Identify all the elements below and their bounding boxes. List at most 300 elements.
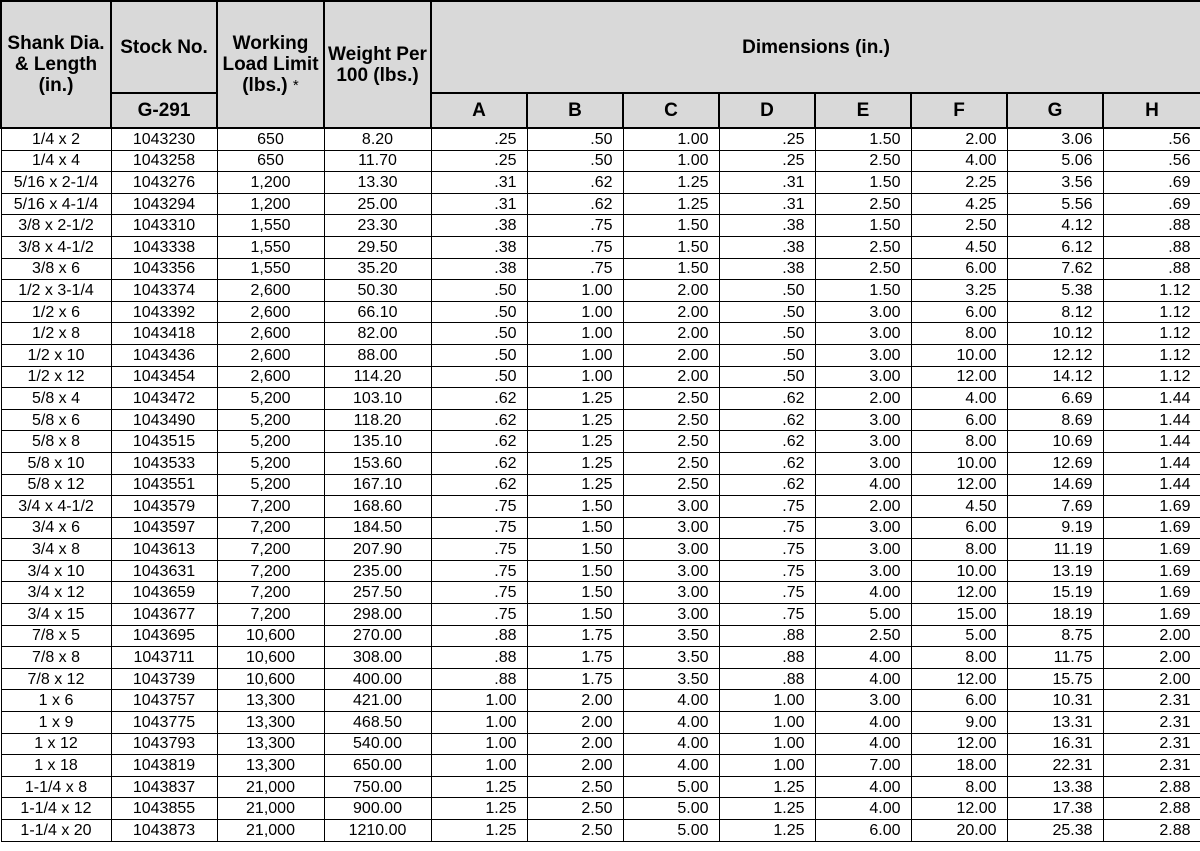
cell-value: 1.50	[581, 497, 613, 515]
cell-value: 1.00	[677, 130, 709, 148]
cell-dim-f	[911, 409, 1007, 431]
cell-dim-g	[1007, 258, 1103, 280]
cell-value: 1.69	[1159, 584, 1191, 602]
cell-value: 8.12	[1061, 303, 1093, 321]
cell-dim-d	[719, 733, 815, 755]
cell-value: .88	[1168, 238, 1191, 256]
cell-value: 2.25	[965, 173, 997, 191]
cell-value: .50	[782, 325, 805, 343]
cell-wll: 1,550	[217, 236, 324, 258]
cell-dim-e	[815, 150, 911, 172]
cell-value: 13.38	[1052, 778, 1093, 796]
cell-value: 20.00	[956, 821, 997, 839]
cell-dim-a	[431, 712, 527, 734]
cell-shank: 5/16 x 2-1/4	[1, 172, 111, 194]
cell-dim-g	[1007, 604, 1103, 626]
cell-dim-h	[1103, 193, 1200, 215]
cell-wll: 7,200	[217, 582, 324, 604]
cell-value: 8.00	[965, 778, 997, 796]
cell-dim-d	[719, 755, 815, 777]
cell-value: .62	[494, 433, 517, 451]
cell-value: 2.00	[677, 325, 709, 343]
cell-shank: 1/2 x 6	[1, 301, 111, 323]
cell-stock: 1043533	[111, 452, 217, 474]
cell-wll: 5,200	[217, 431, 324, 453]
cell-dim-f	[911, 647, 1007, 669]
cell-dim-h	[1103, 560, 1200, 582]
cell-weight: 103.10	[324, 388, 431, 410]
cell-dim-c	[623, 798, 719, 820]
cell-dim-d	[719, 539, 815, 561]
cell-value: 1.25	[677, 195, 709, 213]
cell-value: 6.00	[965, 519, 997, 537]
cell-value: 14.12	[1052, 368, 1093, 386]
cell-shank: 3/8 x 2-1/2	[1, 215, 111, 237]
cell-dim-e	[815, 258, 911, 280]
cell-stock: 1043392	[111, 301, 217, 323]
table-row	[1, 625, 1200, 647]
cell-dim-b	[527, 280, 623, 302]
cell-value: 3.00	[677, 497, 709, 515]
cell-dim-f	[911, 690, 1007, 712]
cell-value: 3.00	[869, 692, 901, 710]
cell-shank: 3/8 x 6	[1, 258, 111, 280]
cell-shank: 1-1/4 x 8	[1, 776, 111, 798]
cell-value: 4.00	[869, 713, 901, 731]
cell-dim-d	[719, 560, 815, 582]
cell-weight: 750.00	[324, 776, 431, 798]
table-row	[1, 323, 1200, 345]
cell-value: 1.00	[485, 757, 517, 775]
cell-dim-h	[1103, 236, 1200, 258]
cell-shank: 3/8 x 4-1/2	[1, 236, 111, 258]
cell-value: 1.25	[773, 800, 805, 818]
cell-value: 14.69	[1052, 476, 1093, 494]
cell-value: 1.75	[581, 649, 613, 667]
table-row	[1, 236, 1200, 258]
cell-value: 7.69	[1061, 497, 1093, 515]
cell-value: 2.50	[677, 411, 709, 429]
table-row	[1, 344, 1200, 366]
cell-weight: 308.00	[324, 647, 431, 669]
cell-dim-h	[1103, 301, 1200, 323]
cell-dim-a	[431, 539, 527, 561]
cell-value: 1.00	[581, 281, 613, 299]
cell-value: .50	[782, 303, 805, 321]
cell-shank: 1 x 6	[1, 690, 111, 712]
cell-value: 2.88	[1159, 778, 1191, 796]
cell-value: 1.50	[581, 584, 613, 602]
cell-value: 1.69	[1159, 519, 1191, 537]
cell-dim-h	[1103, 431, 1200, 453]
cell-dim-h	[1103, 690, 1200, 712]
cell-wll: 7,200	[217, 560, 324, 582]
col-header-stock	[111, 1, 217, 93]
cell-dim-b	[527, 604, 623, 626]
cell-dim-f	[911, 193, 1007, 215]
cell-dim-g	[1007, 560, 1103, 582]
cell-dim-b	[527, 560, 623, 582]
cell-value: .62	[494, 476, 517, 494]
cell-dim-c	[623, 452, 719, 474]
cell-dim-g	[1007, 215, 1103, 237]
cell-dim-g	[1007, 366, 1103, 388]
cell-value: .75	[782, 584, 805, 602]
cell-wll: 2,600	[217, 301, 324, 323]
cell-dim-e	[815, 560, 911, 582]
cell-value: 1.25	[581, 389, 613, 407]
cell-dim-g	[1007, 323, 1103, 345]
cell-dim-b	[527, 388, 623, 410]
cell-dim-f	[911, 323, 1007, 345]
cell-wll: 650	[217, 150, 324, 172]
cell-dim-c	[623, 690, 719, 712]
col-header-dim-a: A	[431, 93, 527, 128]
cell-dim-e	[815, 474, 911, 496]
cell-value: .31	[494, 195, 517, 213]
cell-stock: 1043711	[111, 647, 217, 669]
cell-dim-a	[431, 668, 527, 690]
col-header-dim-d: D	[719, 93, 815, 128]
cell-shank: 5/16 x 4-1/4	[1, 193, 111, 215]
cell-dim-a	[431, 388, 527, 410]
cell-value: .38	[494, 260, 517, 278]
cell-value: .31	[782, 173, 805, 191]
cell-value: 1.75	[581, 670, 613, 688]
cell-shank: 1/2 x 12	[1, 366, 111, 388]
cell-value: 5.00	[965, 627, 997, 645]
cell-shank: 1/2 x 3-1/4	[1, 280, 111, 302]
table-row	[1, 582, 1200, 604]
cell-value: .50	[494, 281, 517, 299]
cell-dim-e	[815, 776, 911, 798]
cell-weight: 167.10	[324, 474, 431, 496]
cell-value: 1.12	[1159, 303, 1191, 321]
cell-value: 12.69	[1052, 454, 1093, 472]
cell-dim-b	[527, 798, 623, 820]
cell-shank: 5/8 x 10	[1, 452, 111, 474]
cell-dim-c	[623, 280, 719, 302]
cell-dim-e	[815, 280, 911, 302]
cell-dim-a	[431, 560, 527, 582]
cell-weight: 82.00	[324, 323, 431, 345]
cell-dim-g	[1007, 625, 1103, 647]
cell-dim-a	[431, 172, 527, 194]
cell-dim-f	[911, 668, 1007, 690]
cell-shank: 1-1/4 x 12	[1, 798, 111, 820]
cell-value: .38	[494, 238, 517, 256]
cell-value: 1.00	[485, 713, 517, 731]
cell-dim-e	[815, 431, 911, 453]
cell-shank: 1 x 9	[1, 712, 111, 734]
cell-dim-f	[911, 366, 1007, 388]
cell-wll: 10,600	[217, 625, 324, 647]
cell-value: 3.00	[677, 605, 709, 623]
table-row	[1, 668, 1200, 690]
cell-dim-a	[431, 690, 527, 712]
cell-value: 2.50	[677, 454, 709, 472]
cell-wll: 650	[217, 128, 324, 150]
cell-dim-c	[623, 539, 719, 561]
cell-value: 1.25	[581, 454, 613, 472]
cell-dim-f	[911, 517, 1007, 539]
cell-stock: 1043873	[111, 820, 217, 842]
cell-shank: 3/4 x 10	[1, 560, 111, 582]
cell-dim-e	[815, 668, 911, 690]
cell-wll: 10,600	[217, 647, 324, 669]
cell-dim-b	[527, 712, 623, 734]
cell-weight: 650.00	[324, 755, 431, 777]
cell-wll: 2,600	[217, 280, 324, 302]
cell-value: 1.00	[677, 152, 709, 170]
cell-stock: 1043739	[111, 668, 217, 690]
cell-dim-h	[1103, 128, 1200, 150]
col-header-weight	[324, 1, 431, 128]
cell-value: 3.00	[677, 584, 709, 602]
cell-value: 1.25	[677, 173, 709, 191]
cell-value: .50	[494, 325, 517, 343]
cell-value: 1.25	[581, 476, 613, 494]
cell-shank: 7/8 x 8	[1, 647, 111, 669]
table-body	[1, 128, 1200, 841]
cell-value: .75	[590, 217, 613, 235]
table-row	[1, 560, 1200, 582]
cell-dim-e	[815, 820, 911, 842]
cell-value: 12.00	[956, 368, 997, 386]
cell-value: 9.19	[1061, 519, 1093, 537]
cell-dim-b	[527, 258, 623, 280]
cell-dim-d	[719, 712, 815, 734]
table-row	[1, 215, 1200, 237]
cell-value: 1.50	[581, 605, 613, 623]
cell-wll: 1,200	[217, 172, 324, 194]
cell-dim-g	[1007, 409, 1103, 431]
table-row	[1, 366, 1200, 388]
cell-dim-h	[1103, 452, 1200, 474]
cell-value: 15.00	[956, 605, 997, 623]
col-header-shank-text: Shank Dia. & Length (in.)	[7, 33, 105, 96]
cell-value: 8.69	[1061, 411, 1093, 429]
cell-value: .88	[782, 670, 805, 688]
cell-value: .62	[590, 195, 613, 213]
cell-wll: 5,200	[217, 409, 324, 431]
cell-value: .50	[494, 346, 517, 364]
cell-stock: 1043757	[111, 690, 217, 712]
cell-dim-h	[1103, 733, 1200, 755]
cell-value: .62	[494, 411, 517, 429]
cell-dim-e	[815, 755, 911, 777]
col-header-dimensions-text: Dimensions (in.)	[742, 36, 890, 58]
cell-value: 5.56	[1061, 195, 1093, 213]
cell-value: .56	[1168, 152, 1191, 170]
cell-dim-d	[719, 172, 815, 194]
cell-dim-e	[815, 236, 911, 258]
col-header-dimensions	[431, 1, 1200, 93]
cell-dim-h	[1103, 625, 1200, 647]
cell-value: .75	[494, 497, 517, 515]
cell-value: 4.00	[677, 757, 709, 775]
cell-value: .75	[782, 605, 805, 623]
table-row	[1, 539, 1200, 561]
cell-stock: 1043294	[111, 193, 217, 215]
cell-dim-h	[1103, 474, 1200, 496]
col-header-wll	[217, 1, 324, 128]
cell-value: 6.00	[869, 821, 901, 839]
cell-stock: 1043695	[111, 625, 217, 647]
cell-dim-c	[623, 366, 719, 388]
cell-value: 1.00	[773, 757, 805, 775]
table-row	[1, 755, 1200, 777]
cell-value: 2.50	[581, 821, 613, 839]
cell-value: 10.00	[956, 562, 997, 580]
cell-value: 1.50	[581, 519, 613, 537]
cell-value: 4.00	[869, 800, 901, 818]
cell-weight: 88.00	[324, 344, 431, 366]
cell-value: 4.00	[965, 389, 997, 407]
cell-value: 5.00	[869, 605, 901, 623]
cell-dim-f	[911, 258, 1007, 280]
cell-value: 1.69	[1159, 541, 1191, 559]
cell-dim-e	[815, 647, 911, 669]
cell-value: 3.50	[677, 627, 709, 645]
cell-value: 1.00	[485, 735, 517, 753]
cell-value: 2.00	[1159, 649, 1191, 667]
table-row	[1, 798, 1200, 820]
cell-shank: 1/2 x 10	[1, 344, 111, 366]
cell-value: 4.00	[677, 692, 709, 710]
cell-dim-e	[815, 452, 911, 474]
table-row	[1, 452, 1200, 474]
cell-value: 1.25	[485, 778, 517, 796]
cell-value: 7.00	[869, 757, 901, 775]
cell-dim-h	[1103, 820, 1200, 842]
cell-dim-f	[911, 776, 1007, 798]
cell-dim-c	[623, 647, 719, 669]
table-row	[1, 496, 1200, 518]
cell-value: 3.25	[965, 281, 997, 299]
cell-dim-h	[1103, 409, 1200, 431]
cell-value: .50	[590, 130, 613, 148]
cell-dim-f	[911, 539, 1007, 561]
cell-value: 2.00	[869, 389, 901, 407]
cell-wll: 2,600	[217, 344, 324, 366]
cell-dim-e	[815, 517, 911, 539]
cell-value: 1.50	[869, 130, 901, 148]
cell-wll: 7,200	[217, 496, 324, 518]
cell-value: 3.56	[1061, 173, 1093, 191]
cell-shank: 1/4 x 2	[1, 128, 111, 150]
cell-value: 5.06	[1061, 152, 1093, 170]
cell-value: 4.00	[869, 670, 901, 688]
cell-wll: 10,600	[217, 668, 324, 690]
cell-weight: 207.90	[324, 539, 431, 561]
cell-dim-c	[623, 344, 719, 366]
cell-dim-g	[1007, 517, 1103, 539]
cell-value: 15.19	[1052, 584, 1093, 602]
table-row	[1, 517, 1200, 539]
cell-value: 1.25	[581, 433, 613, 451]
cell-value: 10.12	[1052, 325, 1093, 343]
cell-stock: 1043793	[111, 733, 217, 755]
cell-stock: 1043356	[111, 258, 217, 280]
cell-value: .50	[782, 281, 805, 299]
cell-value: 25.38	[1052, 821, 1093, 839]
cell-dim-b	[527, 647, 623, 669]
cell-value: 3.00	[869, 454, 901, 472]
cell-value: 3.00	[869, 346, 901, 364]
table-row	[1, 733, 1200, 755]
cell-value: 2.00	[965, 130, 997, 148]
cell-dim-g	[1007, 798, 1103, 820]
cell-dim-d	[719, 690, 815, 712]
cell-dim-c	[623, 560, 719, 582]
cell-dim-d	[719, 193, 815, 215]
cell-value: 6.00	[965, 692, 997, 710]
cell-dim-d	[719, 388, 815, 410]
cell-value: 2.50	[677, 476, 709, 494]
cell-value: 3.50	[677, 670, 709, 688]
cell-dim-c	[623, 388, 719, 410]
table-row	[1, 128, 1200, 150]
cell-value: .38	[782, 260, 805, 278]
cell-value: 10.69	[1052, 433, 1093, 451]
cell-value: 2.31	[1159, 735, 1191, 753]
cell-dim-f	[911, 755, 1007, 777]
cell-dim-c	[623, 193, 719, 215]
cell-value: 11.19	[1053, 541, 1093, 559]
cell-value: 2.00	[581, 713, 613, 731]
cell-value: 1.50	[677, 260, 709, 278]
cell-value: 1.50	[677, 238, 709, 256]
cell-dim-c	[623, 668, 719, 690]
cell-value: 4.00	[869, 584, 901, 602]
cell-dim-b	[527, 323, 623, 345]
cell-value: 5.00	[677, 821, 709, 839]
cell-dim-e	[815, 625, 911, 647]
cell-dim-e	[815, 409, 911, 431]
cell-value: .88	[782, 627, 805, 645]
cell-stock: 1043490	[111, 409, 217, 431]
cell-weight: 135.10	[324, 431, 431, 453]
cell-value: 3.00	[869, 541, 901, 559]
cell-value: 1.44	[1159, 411, 1191, 429]
cell-stock: 1043436	[111, 344, 217, 366]
cell-weight: 235.00	[324, 560, 431, 582]
cell-dim-f	[911, 280, 1007, 302]
cell-dim-b	[527, 452, 623, 474]
cell-stock: 1043310	[111, 215, 217, 237]
col-header-dim-e: E	[815, 93, 911, 128]
cell-dim-f	[911, 496, 1007, 518]
cell-dim-d	[719, 128, 815, 150]
cell-value: 3.00	[677, 562, 709, 580]
cell-value: .75	[494, 562, 517, 580]
cell-stock: 1043597	[111, 517, 217, 539]
cell-value: 1.25	[485, 821, 517, 839]
cell-weight: 421.00	[324, 690, 431, 712]
cell-weight: 13.30	[324, 172, 431, 194]
cell-dim-d	[719, 668, 815, 690]
cell-stock: 1043515	[111, 431, 217, 453]
cell-stock: 1043418	[111, 323, 217, 345]
cell-value: 1.00	[773, 692, 805, 710]
table-row	[1, 409, 1200, 431]
cell-value: 4.00	[869, 735, 901, 753]
cell-dim-d	[719, 647, 815, 669]
cell-dim-e	[815, 215, 911, 237]
cell-dim-f	[911, 431, 1007, 453]
cell-value: 1.00	[581, 325, 613, 343]
